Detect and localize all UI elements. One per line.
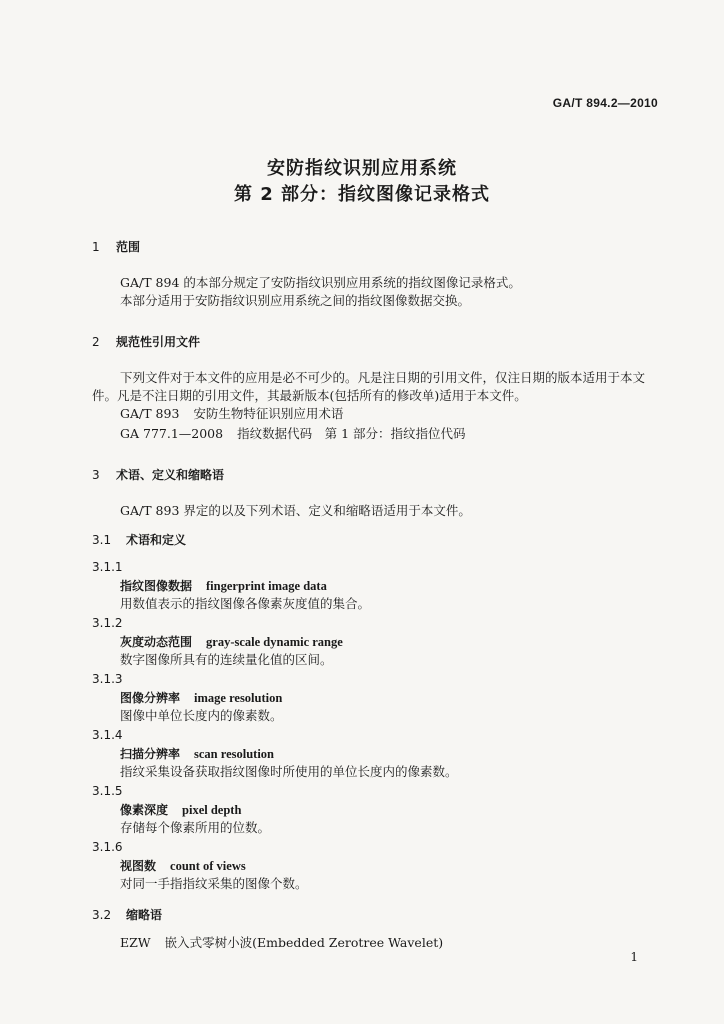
document-code: GA/T 894.2—2010 [552, 96, 658, 110]
paragraph: 下列文件对于本文件的应用是必不可少的。凡是注日期的引用文件，仅注日期的版本适用于本文 [120, 370, 646, 385]
title-line-2: 第 2 部分：指纹图像记录格式 [233, 184, 491, 205]
term-entry [120, 857, 246, 874]
reference-title: 指纹数据代码 第 1 部分：指纹指位代码 [237, 426, 466, 441]
term-definition: 图像中单位长度内的像素数。 [120, 708, 283, 723]
subsection-3-2-heading [92, 906, 162, 923]
term-entry [120, 689, 282, 706]
term-zh: 视图数 [120, 859, 157, 873]
subsection-3-1-heading [92, 531, 186, 548]
term-en: pixel depth [182, 803, 242, 817]
page-number: 1 [630, 950, 638, 964]
term-entry [120, 577, 327, 594]
section-1-heading [92, 238, 140, 255]
reference-code: GA 777.1—2008 [120, 426, 224, 441]
section-number: 3.2 [92, 908, 112, 922]
paragraph: GA/T 893 界定的以及下列术语、定义和缩略语适用于本文件。 [120, 503, 471, 518]
term-definition: 指纹采集设备获取指纹图像时所使用的单位长度内的像素数。 [120, 764, 458, 779]
section-title: 规范性引用文件 [116, 335, 201, 349]
section-number: 2 [92, 335, 100, 349]
term-en: fingerprint image data [206, 579, 327, 593]
abbreviation-code: EZW [120, 935, 151, 950]
section-number: 3 [92, 468, 100, 482]
term-definition: 对同一手指指纹采集的图像个数。 [120, 876, 308, 891]
section-title: 缩略语 [126, 908, 163, 922]
clause-number: 3.1.3 [92, 672, 123, 686]
term-en: scan resolution [194, 747, 275, 761]
section-number: 3.1 [92, 533, 112, 547]
term-zh: 图像分辨率 [120, 691, 181, 705]
term-en: gray-scale dynamic range [206, 635, 343, 649]
term-definition: 数字图像所具有的连续量化值的区间。 [120, 652, 333, 667]
term-definition: 用数值表示的指纹图像各像素灰度值的集合。 [120, 596, 371, 611]
clause-number: 3.1.4 [92, 728, 123, 742]
abbreviation-entry [120, 934, 443, 952]
term-en: count of views [170, 859, 246, 873]
paragraph: GA/T 894 的本部分规定了安防指纹识别应用系统的指纹图像记录格式。 [120, 275, 521, 290]
term-definition: 存储每个像素所用的位数。 [120, 820, 271, 835]
section-number: 1 [92, 240, 100, 254]
section-title: 术语、定义和缩略语 [116, 468, 225, 482]
clause-number: 3.1.5 [92, 784, 123, 798]
clause-number: 3.1.1 [92, 560, 123, 574]
paragraph: 件。凡是不注日期的引用文件，其最新版本(包括所有的修改单)适用于本文件。 [92, 388, 527, 403]
clause-number: 3.1.2 [92, 616, 123, 630]
title-line-1: 安防指纹识别应用系统 [267, 158, 457, 179]
reference-item [120, 405, 343, 423]
reference-title: 安防生物特征识别应用术语 [193, 406, 344, 421]
abbreviation-text: 嵌入式零树小波(Embedded Zerotree Wavelet) [164, 935, 444, 950]
clause-number: 3.1.6 [92, 840, 123, 854]
term-entry [120, 633, 343, 650]
reference-code: GA/T 893 [120, 406, 180, 421]
section-3-heading [92, 466, 224, 483]
paragraph: 本部分适用于安防指纹识别应用系统之间的指纹图像数据交换。 [120, 293, 471, 308]
section-2-heading [92, 333, 200, 350]
term-zh: 灰度动态范围 [120, 635, 193, 649]
term-zh: 指纹图像数据 [120, 579, 193, 593]
term-en: image resolution [194, 691, 283, 705]
document-title [0, 156, 724, 208]
term-zh: 像素深度 [120, 803, 169, 817]
term-entry [120, 745, 274, 762]
section-title: 术语和定义 [126, 533, 187, 547]
section-title: 范围 [116, 240, 141, 254]
term-entry [120, 801, 241, 818]
term-zh: 扫描分辨率 [120, 747, 181, 761]
reference-item [120, 425, 466, 443]
